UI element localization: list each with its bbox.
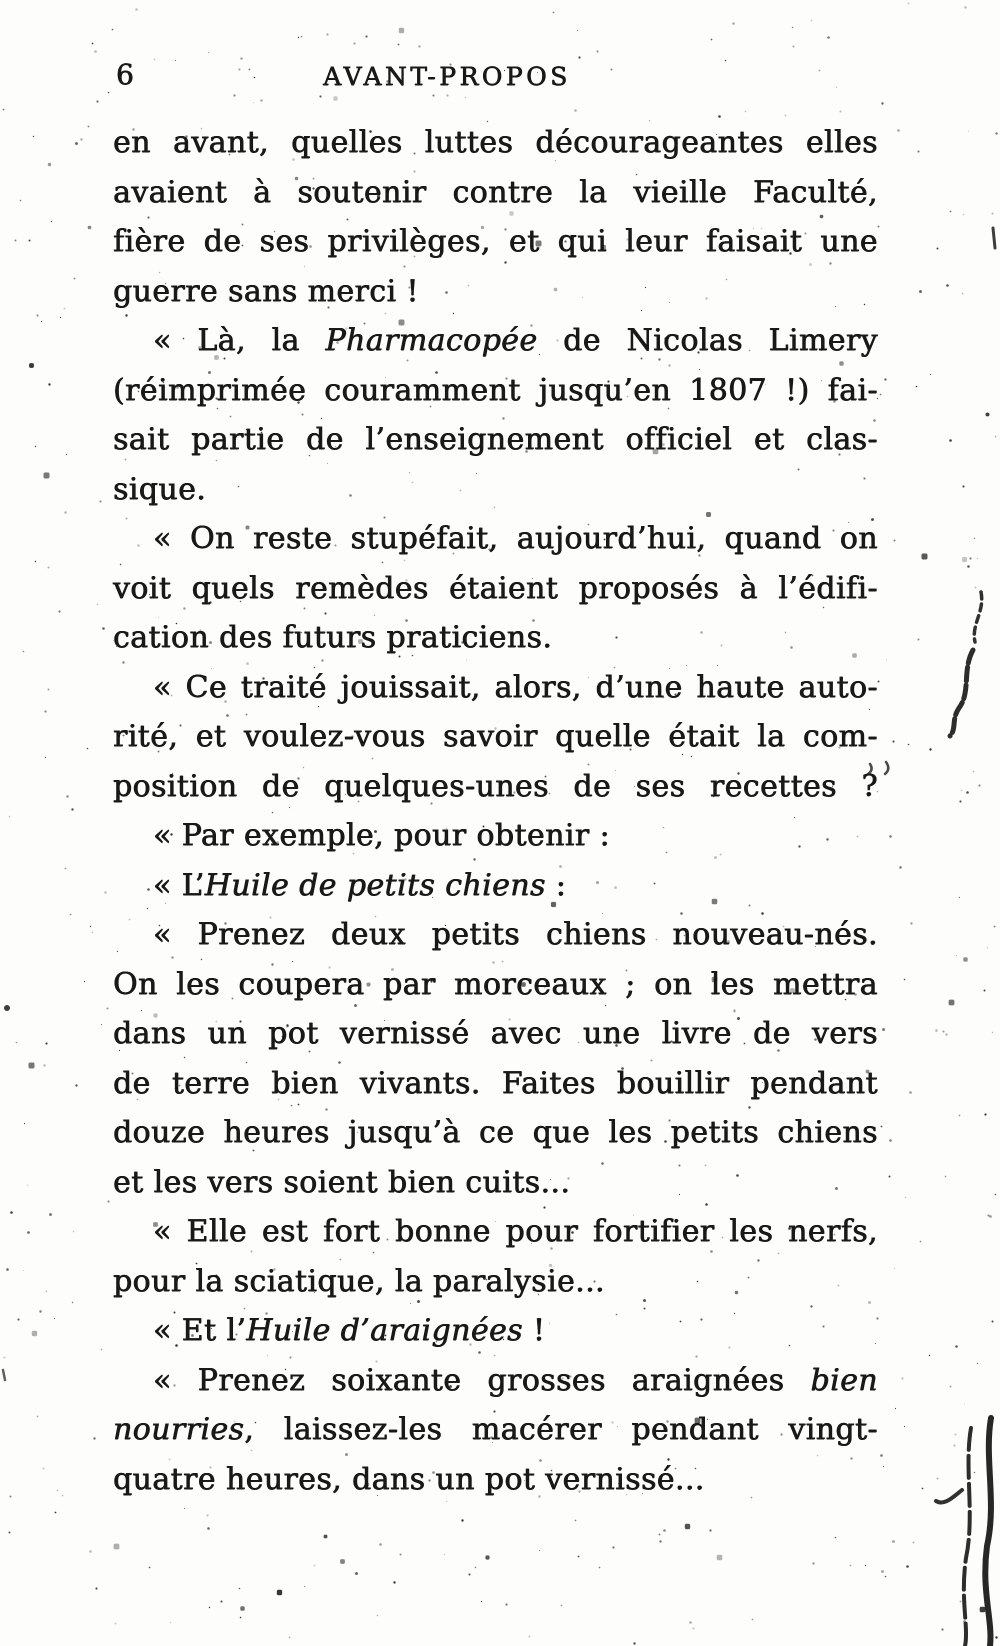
text-segment: « Ce traité jouissait, alors, d’une haute auto- xyxy=(153,669,878,705)
text-segment: et les vers soient bien cuits... xyxy=(113,1164,571,1200)
text-segment: On les coupera par morceaux ; on les mettra xyxy=(113,966,878,1002)
text-line xyxy=(113,910,878,960)
text-segment: voit quels remèdes étaient proposés à l’édifi- xyxy=(113,570,878,606)
text-line xyxy=(113,1356,878,1406)
text-line xyxy=(113,1207,878,1257)
ink-speck xyxy=(993,228,995,248)
text-segment: pour la sciatique, la paralysie... xyxy=(113,1263,605,1299)
text-line xyxy=(113,217,878,267)
text-segment: (réimprimée couramment jusqu’en 1807 !) fai- xyxy=(113,372,878,408)
text-segment: « Là, la xyxy=(153,323,326,358)
text-segment: « Prenez soixante grosses araignées xyxy=(153,1362,811,1398)
text-line xyxy=(113,663,878,713)
text-line xyxy=(113,316,878,366)
text-segment: « Par exemple, pour obtenir : xyxy=(153,818,611,853)
page-number: 6 xyxy=(116,58,135,91)
text-segment: guerre sans merci ! xyxy=(113,273,419,309)
text-line xyxy=(113,514,878,564)
ink-stroke-bottom-right xyxy=(964,1428,971,1646)
ink-smudge-right-mid xyxy=(950,650,973,736)
text-segment: rité, et voulez-vous savoir quelle était la com- xyxy=(113,719,878,754)
italic-text-segment: bien xyxy=(810,1362,878,1398)
text-segment: « Et l’ xyxy=(153,1313,247,1348)
italic-text-segment: Pharmacopée xyxy=(325,323,538,358)
text-line xyxy=(113,118,878,168)
text-line xyxy=(113,1257,878,1307)
italic-text-segment: Huile d’araignées xyxy=(246,1313,523,1348)
text-segment: ! xyxy=(522,1313,546,1348)
text-segment: quatre heures, dans un pot vernissé... xyxy=(113,1461,705,1497)
running-title: AVANT-PROPOS xyxy=(323,62,571,91)
text-line xyxy=(113,1009,878,1059)
ink-smudge-right-mid xyxy=(974,592,981,642)
page-text-block xyxy=(113,118,878,1504)
text-segment: fière de ses privilèges, et qui leur faisait une xyxy=(113,224,878,259)
text-segment: dans un pot vernissé avec une livre de vers xyxy=(113,1016,878,1051)
text-line xyxy=(113,762,878,812)
text-line xyxy=(113,1158,878,1208)
text-segment: sique. xyxy=(113,471,207,507)
text-segment: , laissez-les macérer pendant vingt- xyxy=(244,1412,878,1447)
text-line xyxy=(113,613,878,663)
text-segment: cation des futurs praticiens. xyxy=(113,620,553,655)
text-line xyxy=(113,168,878,218)
text-line xyxy=(113,861,878,911)
text-line xyxy=(113,960,878,1010)
text-line xyxy=(113,1108,878,1158)
text-line xyxy=(113,1306,878,1356)
text-line xyxy=(113,415,878,465)
text-segment: position de quelques-unes de ses recettes ? xyxy=(113,768,878,804)
text-segment: de terre bien vivants. Faites bouillir pendant xyxy=(113,1065,878,1101)
text-segment: sait partie de l’enseignement officiel et clas- xyxy=(113,422,878,457)
text-segment: avaient à soutenir contre la vieille Faculté, xyxy=(113,174,878,210)
text-line xyxy=(113,1059,878,1109)
ink-stroke-bottom-right xyxy=(985,1418,991,1646)
text-line xyxy=(113,811,878,861)
text-line xyxy=(113,1405,878,1455)
text-segment: « On reste stupéfait, aujourd’hui, quand on xyxy=(153,521,878,556)
italic-text-segment: nourries xyxy=(113,1412,245,1447)
scan-speckle-noise xyxy=(0,0,1,1)
text-segment: « Elle est fort bonne pour fortifier les nerfs, xyxy=(153,1214,878,1249)
italic-text-segment: Huile de petits chiens xyxy=(204,867,546,903)
ink-speck xyxy=(4,1005,10,1011)
text-segment: : xyxy=(545,867,567,903)
text-line xyxy=(113,267,878,317)
text-segment: de Nicolas Limery xyxy=(537,323,879,358)
ink-speck xyxy=(3,1370,5,1380)
ink-speck xyxy=(885,762,888,774)
text-segment: « L’ xyxy=(153,867,205,903)
text-segment: « Prenez deux petits chiens nouveau-nés. xyxy=(153,917,878,952)
text-line xyxy=(113,366,878,416)
text-line xyxy=(113,564,878,614)
text-line xyxy=(113,1455,878,1505)
text-line xyxy=(113,712,878,762)
ink-stroke-bottom-right xyxy=(936,1490,962,1503)
text-segment: douze heures jusqu’à ce que les petits chiens xyxy=(113,1115,878,1150)
text-segment: en avant, quelles luttes décourageantes elles xyxy=(113,125,878,160)
text-line xyxy=(113,465,878,515)
